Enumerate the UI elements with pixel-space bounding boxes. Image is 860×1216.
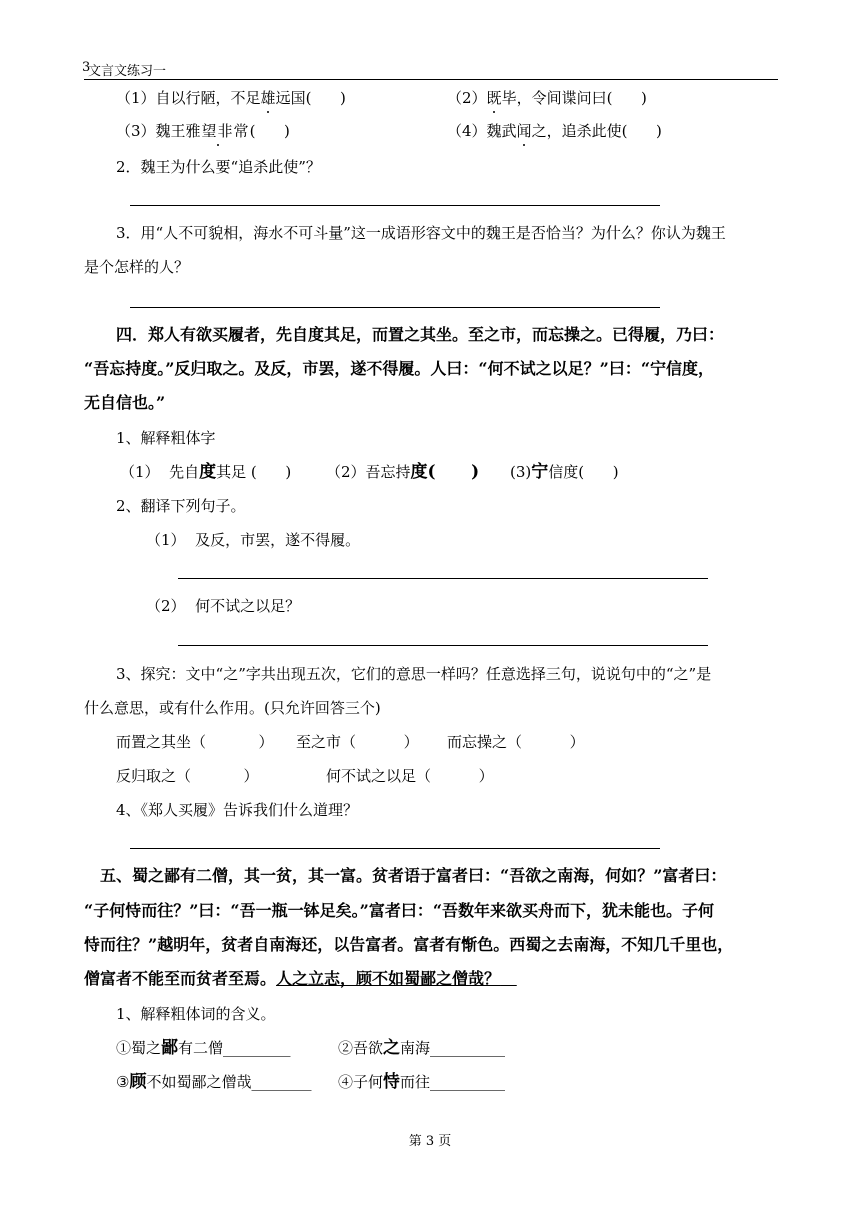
header-title: 3 文言文练习一 (82, 60, 167, 79)
item-3-2: （2）既毕，令间谍问曰( ) (447, 89, 647, 107)
option-4-3-5: 何不试之以足（ ） (326, 767, 494, 785)
option-4-3-4: 反归取之（ ） (116, 767, 259, 785)
question-4-4: 4、《郑人买履》告诉我们什么道理？ (116, 801, 359, 819)
answer-line[interactable] (178, 578, 708, 579)
item-4-1-2: （2）吾忘持度( ) (326, 462, 480, 482)
item-4-2-1: （1） 及反，市罢，遂不得履。 (146, 531, 361, 549)
passage-5-line3: 恃而往？”越明年，贫者自南海还，以告富者。富者有惭色。西蜀之去南海，不知几千里也， (84, 935, 734, 954)
question-4-3-line2: 什么意思，或有什么作用。(只允许回答三个) (84, 699, 381, 717)
item-3-1: （1）自以行陋，不足雄远国( ) (116, 89, 346, 107)
passage-4-line3: 无自信也。” (84, 393, 166, 412)
page-number: 第 3 页 (408, 1134, 452, 1149)
passage-4-line1: 四．郑人有欲买履者，先自度其足，而置之其坐。至之市，而忘操之。已得履，乃曰： (116, 325, 725, 344)
item-3-3: （3）魏王雅望非常( ) (116, 122, 290, 140)
item-4-1-1: （1） 先自度其足 ( ) (120, 462, 292, 482)
header-rule (84, 79, 778, 80)
question-3-3-line1: 3．用“人不可貌相，海水不可斗量”这一成语形容文中的魏王是否恰当？为什么？你认为魏王 (116, 224, 726, 242)
question-4-2-title: 2、翻译下列句子。 (116, 497, 246, 515)
question-5-1-title: 1、解释粗体词的含义。 (116, 1005, 276, 1023)
item-5-1-4: ④子何恃而往__________ (338, 1072, 506, 1092)
item-4-2-2: （2） 何不试之以足？ (146, 597, 301, 615)
item-5-1-2: ②吾欲之南海__________ (338, 1038, 506, 1058)
passage-5-line2: “子何恃而往？”曰：“吾一瓶一钵足矣。”富者曰：“吾数年来欲买舟而下，犹未能也。子何 (84, 901, 715, 920)
item-4-1-3: (3)宁信度( ) (510, 462, 619, 482)
passage-5-line4: 僧富者不能至而贫者至焉。人之立志，顾不如蜀鄙之僧哉？ (84, 969, 501, 988)
question-3-3-line2: 是个怎样的人？ (84, 258, 190, 276)
question-3-2: 2．魏王为什么要“追杀此使”？ (116, 158, 321, 176)
question-4-3-line1: 3、探究：文中“之”字共出现五次，它们的意思一样吗？任意选择三句，说说句中的“之”是 (116, 665, 712, 683)
item-3-4: （4）魏武闻之，追杀此使( ) (447, 122, 662, 140)
answer-line[interactable] (130, 848, 660, 849)
underlined-sentence: 人之立志，顾不如蜀鄙之僧哉？ (276, 969, 501, 988)
answer-line[interactable] (130, 205, 660, 206)
passage-4-line2: “吾忘持度。”反归取之。及反，市罢，遂不得履。人曰：“何不试之以足？”曰：“宁信度， (84, 359, 715, 378)
question-4-1-title: 1、解释粗体字 (116, 429, 216, 447)
answer-line[interactable] (130, 307, 660, 308)
answer-line[interactable] (178, 645, 708, 646)
passage-5-line1: 五、蜀之鄙有二僧，其一贫，其一富。贫者语于富者曰：“吾欲之南海，何如？”富者曰： (100, 866, 727, 885)
header-mark: 3 (82, 60, 91, 75)
item-5-1-1: ①蜀之鄙有二僧_________ (116, 1038, 291, 1058)
option-4-3-2: 至之市（ ） (296, 733, 419, 751)
option-4-3-3: 而忘操之（ ） (447, 733, 585, 751)
option-4-3-1: 而置之其坐（ ） (116, 733, 274, 751)
item-5-1-3: ③顾不如蜀鄙之僧哉________ (116, 1072, 312, 1092)
